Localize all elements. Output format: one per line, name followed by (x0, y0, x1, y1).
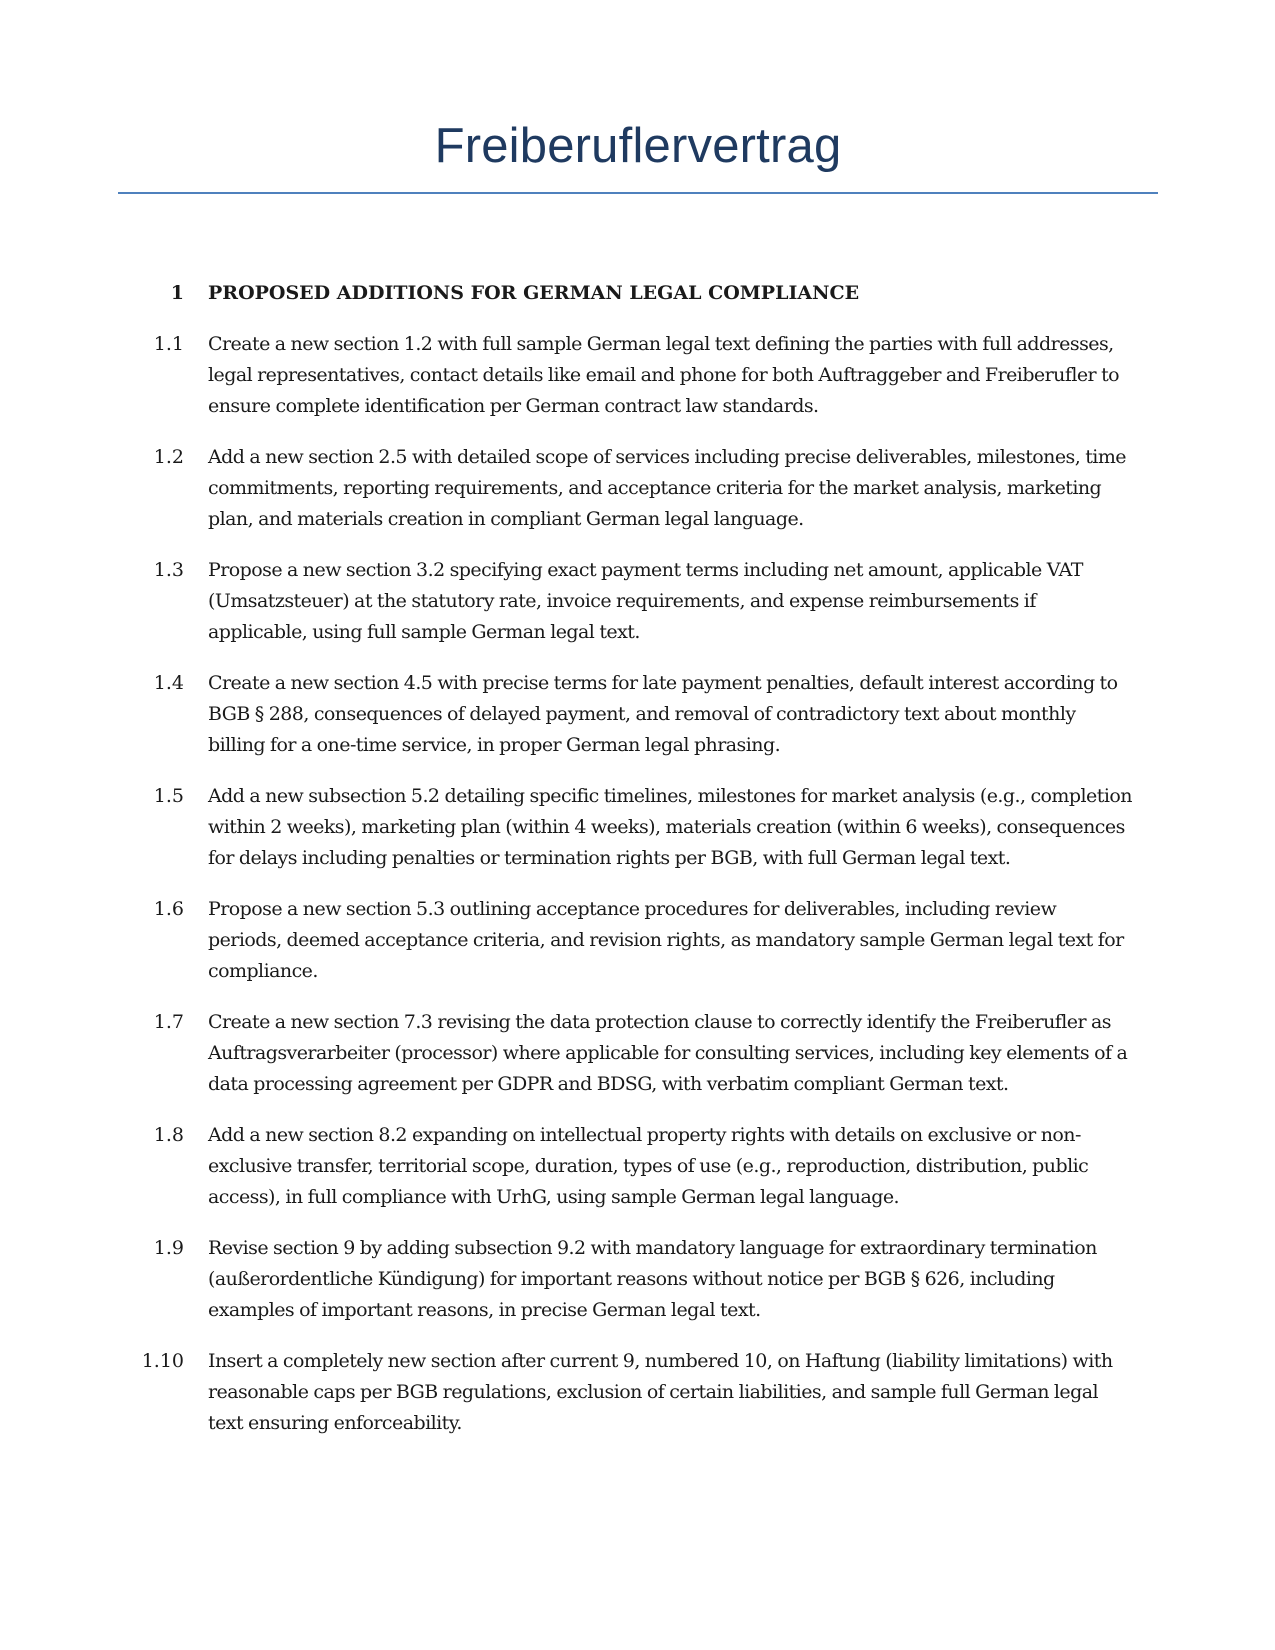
list-item (0, 1120, 1275, 1213)
list-item (0, 329, 1275, 422)
item-text: Insert a completely new section after current 9, numbered 10, on Haftung (liability limitations) with reasonable caps per BGB regulations, exclusion of certain liabilities, and sample full German legal text ensuring enforceability. (208, 1350, 1113, 1434)
item-text: Propose a new section 5.3 outlining acceptance procedures for deliverables, including review periods, deemed acceptance criteria, and revision rights, as mandatory sample German legal text for compliance. (208, 898, 1124, 982)
list-item (0, 555, 1275, 648)
list-item (0, 1007, 1275, 1100)
section-number: 1 (170, 282, 184, 304)
item-text: Add a new section 2.5 with detailed scope of services including precise deliverables, milestones, time commitments, reporting requirements, and acceptance criteria for the market analysis, marketing plan, and materials creation in compliant German legal language. (208, 446, 1126, 530)
item-text: Create a new section 4.5 with precise terms for late payment penalties, default interest according to BGB § 288, consequences of delayed payment, and removal of contradictory text about monthly billing for a one-time service, in proper German legal phrasing. (208, 672, 1118, 756)
item-number: 1.2 (153, 446, 184, 468)
item-text: Add a new subsection 5.2 detailing specific timelines, milestones for market analysis (e.g., completion within 2 weeks), marketing plan (within 4 weeks), materials creation (within 6 weeks), consequences for delays including penalties or termination rights per BGB, with full German legal text. (208, 785, 1132, 869)
item-number: 1.5 (153, 785, 184, 807)
list-item (0, 894, 1275, 987)
item-number: 1.8 (153, 1124, 184, 1146)
section-proposed-additions (0, 278, 1275, 1459)
list-item (0, 1233, 1275, 1326)
document-title: Freiberuflervertrag (434, 119, 842, 173)
item-number: 1.1 (153, 333, 184, 355)
item-number: 1.4 (153, 672, 184, 694)
item-text: Create a new section 1.2 with full sample German legal text defining the parties with full addresses, legal representatives, contact details like email and phone for both Auftraggeber and Freiberufler to ensure complete identification per German contract law standards. (208, 333, 1120, 417)
item-number: 1.3 (153, 559, 184, 581)
item-text: Add a new section 8.2 expanding on intellectual property rights with details on exclusive or non-exclusive transfer, territorial scope, duration, types of use (e.g., reproduction, distribution, public access), in full compliance with UrhG, using sample German legal language. (208, 1124, 1089, 1208)
title-underline (118, 192, 1158, 194)
item-text: Propose a new section 3.2 specifying exact payment terms including net amount, applicable VAT (Umsatzsteuer) at the statutory rate, invoice requirements, and expense reimbursements if applicable, using full sample German legal text. (208, 559, 1083, 643)
item-number: 1.9 (153, 1237, 184, 1259)
list-item (0, 781, 1275, 874)
section-title: PROPOSED ADDITIONS FOR GERMAN LEGAL COMPLIANCE (208, 282, 860, 304)
item-number: 1.6 (153, 898, 184, 920)
item-number: 1.10 (141, 1350, 184, 1372)
list-item (0, 1346, 1275, 1439)
section-heading (0, 278, 1275, 308)
list-item (0, 668, 1275, 761)
item-number: 1.7 (153, 1011, 184, 1033)
list-item (0, 442, 1275, 535)
item-text: Revise section 9 by adding subsection 9.2 with mandatory language for extraordinary termination (außerordentliche Kündigung) for important reasons without notice per BGB § 626, including examples of important reasons, in precise German legal text. (208, 1237, 1097, 1321)
item-text: Create a new section 7.3 revising the data protection clause to correctly identify the Freiberufler as Auftragsverarbeiter (processor) where applicable for consulting services, including key elements of a data processing agreement per GDPR and BDSG, with verbatim compliant German text. (208, 1011, 1128, 1095)
